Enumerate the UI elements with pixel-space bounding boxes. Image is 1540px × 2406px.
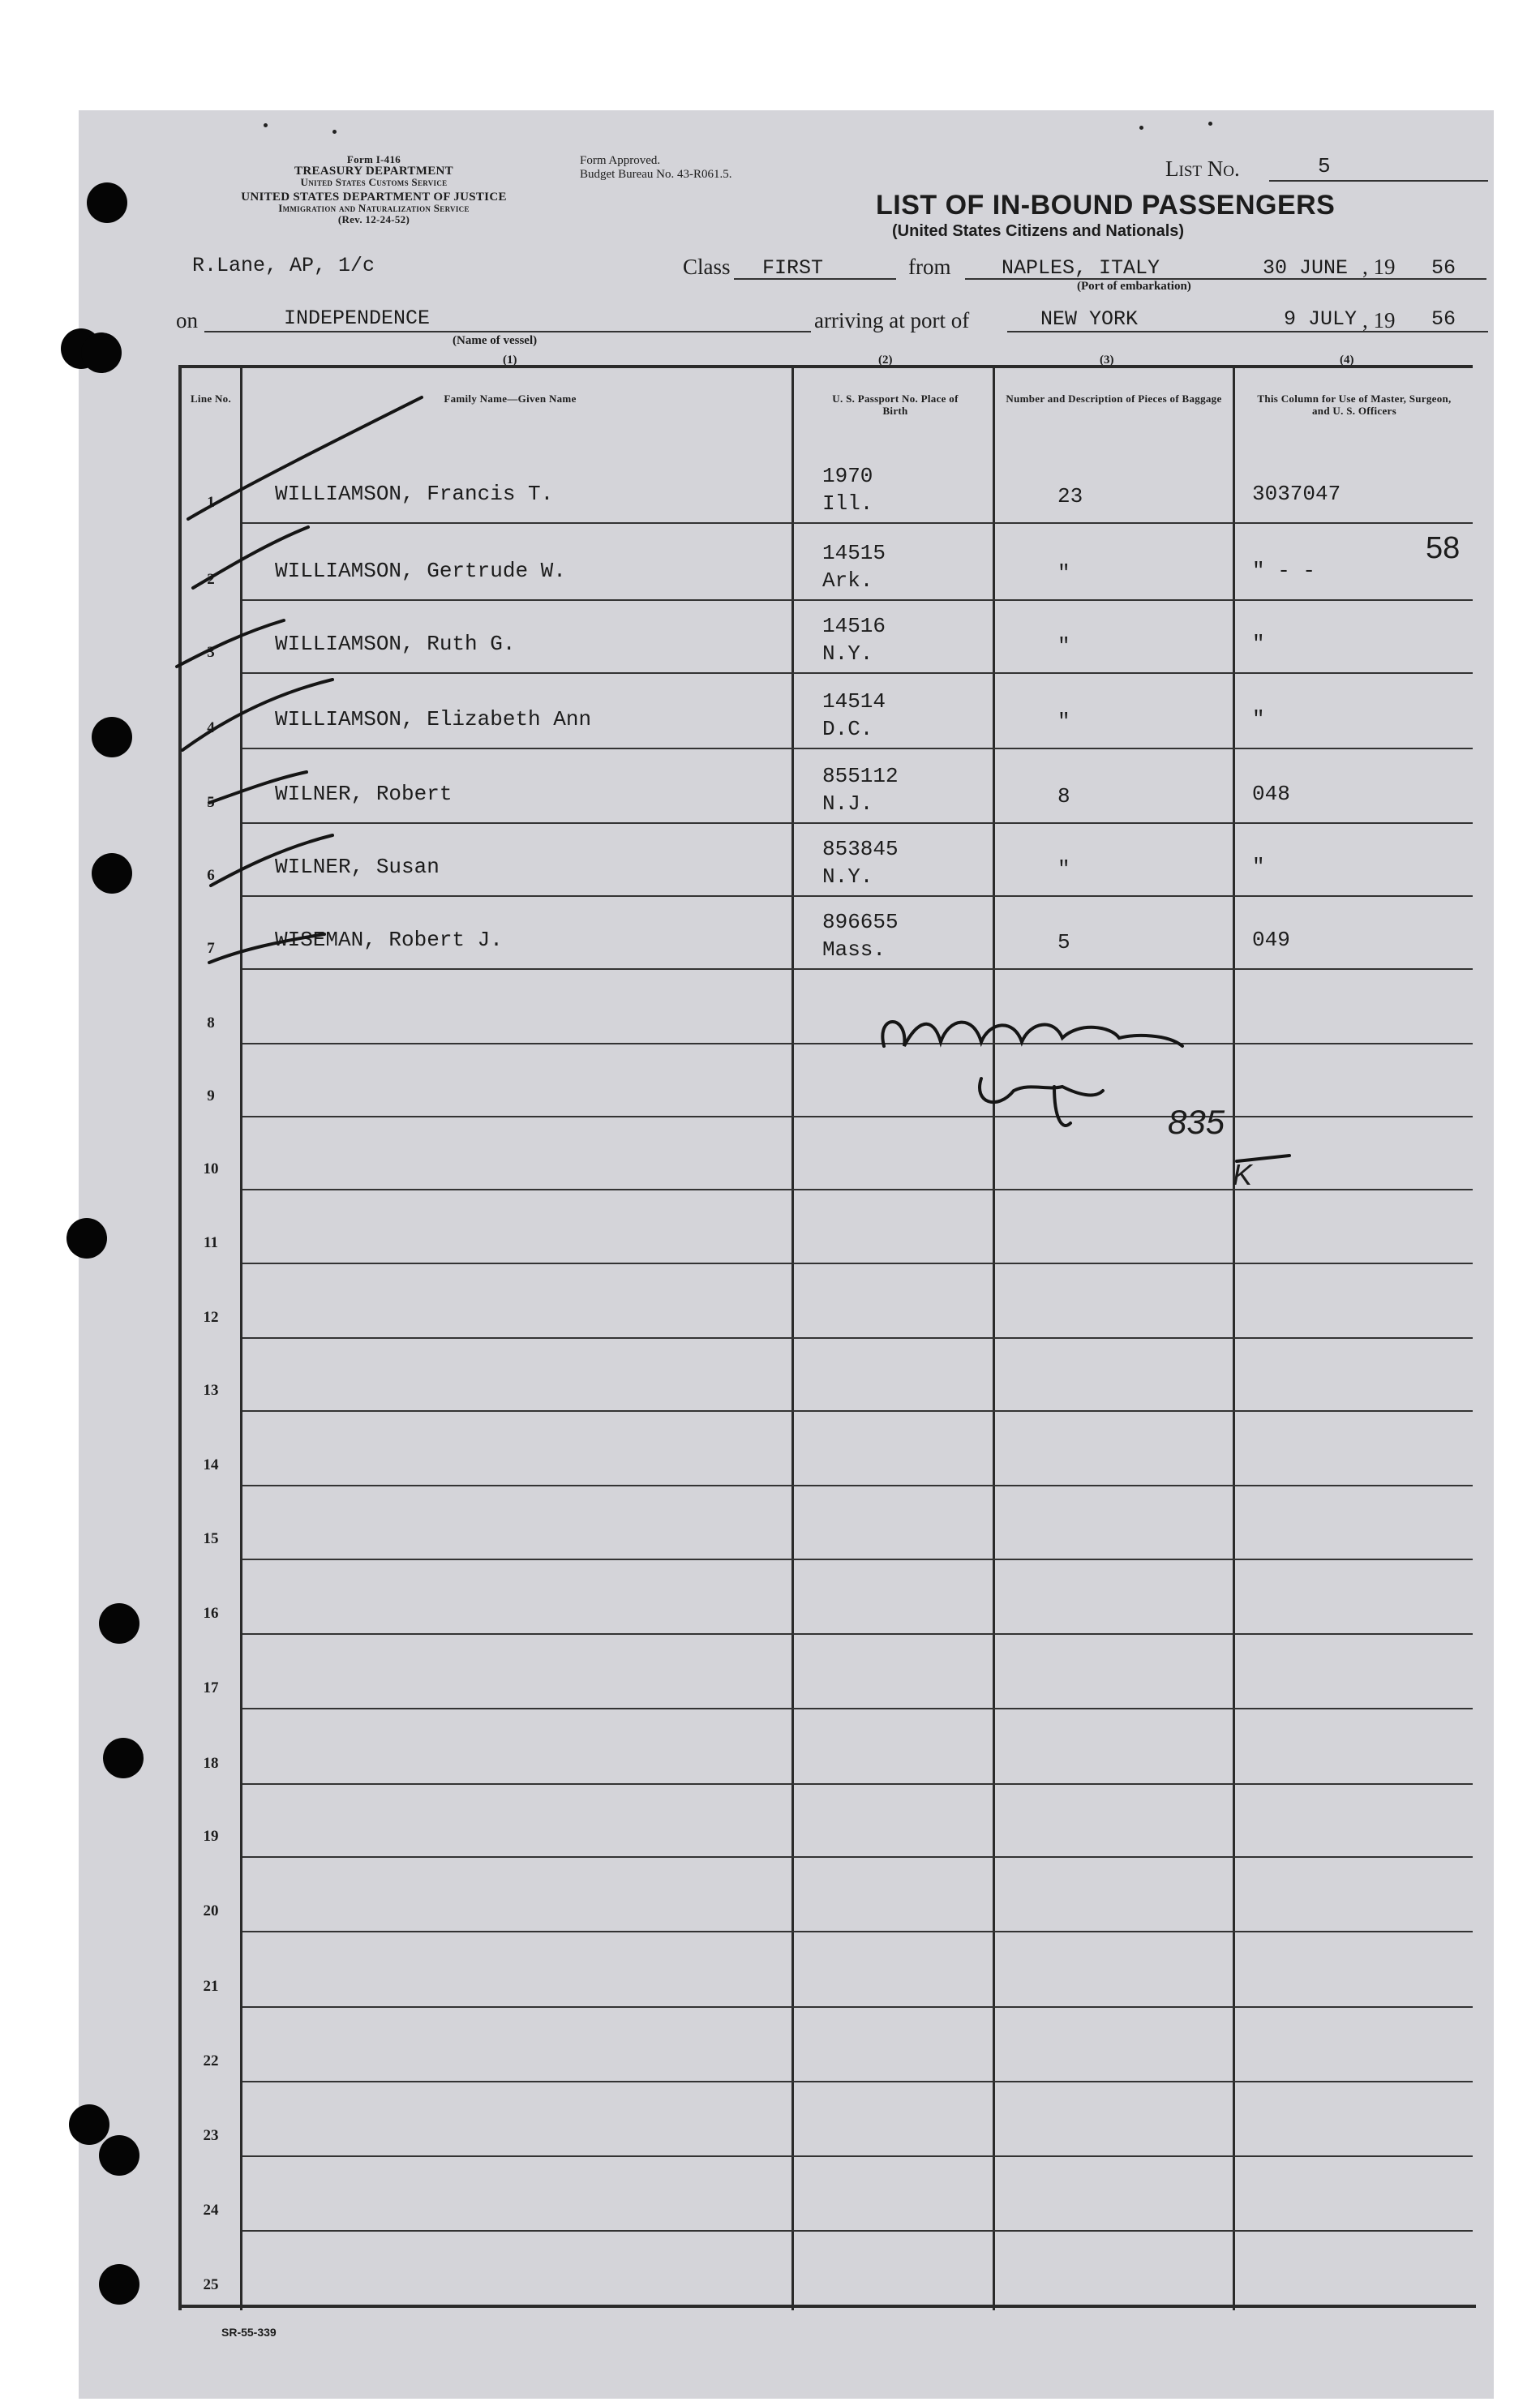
officer-notation: " - - bbox=[1252, 559, 1316, 583]
arrival-underline bbox=[1007, 331, 1488, 332]
line-number: 24 bbox=[203, 2202, 219, 2219]
from-label: from bbox=[908, 255, 951, 279]
speck bbox=[264, 123, 268, 127]
row-rule bbox=[242, 2230, 1473, 2232]
row-rule bbox=[242, 2155, 1473, 2157]
punch-hole bbox=[87, 182, 127, 223]
vessel-underline bbox=[204, 331, 811, 332]
class-label: Class bbox=[683, 255, 731, 279]
row-rule bbox=[242, 1783, 1473, 1785]
line-number: 1 bbox=[207, 494, 215, 511]
from-value: NAPLES, ITALY bbox=[1002, 256, 1160, 280]
officer-notation: 3037047 bbox=[1252, 482, 1341, 506]
ins-service: Immigration and Naturalization Service bbox=[278, 202, 470, 214]
row-rule bbox=[242, 1485, 1473, 1486]
row-rule bbox=[242, 522, 1473, 524]
approval-line-2: Budget Bureau No. 43-R061.5. bbox=[580, 168, 732, 181]
line-number: 2 bbox=[207, 571, 215, 588]
fraction-denominator: K bbox=[1233, 1158, 1253, 1191]
officer-notation: 049 bbox=[1252, 928, 1290, 952]
punch-hole bbox=[103, 1738, 144, 1778]
line-number: 25 bbox=[203, 2276, 219, 2293]
line-number: 11 bbox=[204, 1234, 218, 1251]
header-name: Family Name—Given Name bbox=[444, 392, 577, 405]
line-number: 16 bbox=[203, 1605, 219, 1622]
speck bbox=[1208, 122, 1212, 126]
passport-number: 896655 bbox=[822, 910, 899, 934]
officer-notation: " bbox=[1252, 707, 1265, 731]
baggage-count: " bbox=[1057, 857, 1070, 881]
row-rule bbox=[242, 895, 1473, 897]
officer-notation: 048 bbox=[1252, 782, 1290, 806]
row-rule bbox=[242, 822, 1473, 824]
port-caption: (Port of embarkation) bbox=[1077, 280, 1191, 293]
passport-number: 855112 bbox=[822, 764, 899, 788]
place-of-birth: Ark. bbox=[822, 568, 873, 593]
line-number: 13 bbox=[203, 1382, 219, 1399]
line-number: 3 bbox=[207, 644, 215, 661]
row-rule bbox=[242, 748, 1473, 749]
fraction-numerator: 835 bbox=[1168, 1103, 1225, 1141]
treasury-dept: TREASURY DEPARTMENT bbox=[294, 165, 453, 178]
column-number-4: (4) bbox=[1340, 354, 1354, 367]
passport-number: 14516 bbox=[822, 614, 886, 638]
list-no-value: 5 bbox=[1318, 154, 1331, 178]
column-number-3: (3) bbox=[1100, 354, 1114, 367]
speck bbox=[332, 130, 337, 134]
column-number-2: (2) bbox=[878, 354, 893, 367]
line-number: 22 bbox=[203, 2052, 219, 2069]
passport-number: 1970 bbox=[822, 464, 873, 488]
line-number: 17 bbox=[203, 1679, 219, 1696]
row-rule bbox=[242, 968, 1473, 970]
column-divider bbox=[791, 368, 794, 2310]
passenger-table bbox=[178, 365, 1473, 2310]
row-rule bbox=[242, 1337, 1473, 1339]
margin-number: 58 bbox=[1426, 531, 1461, 565]
passenger-name: WILNER, Susan bbox=[275, 855, 440, 879]
passenger-name: WILNER, Robert bbox=[275, 782, 453, 806]
on-label: on bbox=[176, 308, 198, 332]
departure-year: 56 bbox=[1431, 256, 1456, 280]
row-rule bbox=[242, 1410, 1473, 1412]
column-divider bbox=[993, 368, 995, 2310]
punch-hole bbox=[92, 717, 132, 757]
header-officers: This Column for Use of Master, Surgeon, and U. S. Officers bbox=[1257, 392, 1452, 417]
header-passport: U. S. Passport No. Place of Birth bbox=[832, 392, 959, 417]
officer-notation: " bbox=[1252, 632, 1265, 656]
baggage-count: 23 bbox=[1057, 484, 1083, 508]
punch-hole bbox=[92, 853, 132, 894]
passport-number: 14514 bbox=[822, 689, 886, 714]
punch-hole bbox=[66, 1218, 107, 1259]
place-of-birth: D.C. bbox=[822, 717, 873, 741]
place-of-birth: Mass. bbox=[822, 937, 886, 962]
departure-year-prefix: , 19 bbox=[1362, 255, 1396, 279]
baggage-count: 8 bbox=[1057, 784, 1070, 808]
row-rule bbox=[242, 1116, 1473, 1117]
revision: (Rev. 12-24-52) bbox=[337, 213, 410, 225]
line-number: 5 bbox=[207, 794, 215, 811]
line-number: 20 bbox=[203, 1902, 219, 1919]
column-divider bbox=[1233, 368, 1235, 2310]
line-number: 6 bbox=[207, 867, 215, 884]
passenger-name: WISEMAN, Robert J. bbox=[275, 928, 503, 952]
line-number: 8 bbox=[207, 1014, 215, 1031]
row-rule bbox=[242, 672, 1473, 674]
passenger-name: WILLIAMSON, Ruth G. bbox=[275, 632, 516, 656]
baggage-count: " bbox=[1057, 710, 1070, 734]
class-value: FIRST bbox=[762, 256, 824, 280]
clerk-initials: R.Lane, AP, 1/c bbox=[192, 254, 375, 277]
punch-hole bbox=[99, 1603, 139, 1644]
punch-hole bbox=[99, 2264, 139, 2305]
row-rule bbox=[242, 1633, 1473, 1635]
passenger-name: WILLIAMSON, Francis T. bbox=[275, 482, 554, 506]
line-number: 10 bbox=[203, 1160, 219, 1177]
vessel-caption: (Name of vessel) bbox=[453, 334, 538, 347]
line-number: 18 bbox=[203, 1755, 219, 1772]
vessel-name: INDEPENDENCE bbox=[284, 307, 431, 330]
baggage-count: 5 bbox=[1057, 930, 1070, 954]
form-title: LIST OF IN-BOUND PASSENGERS bbox=[876, 190, 1336, 221]
justice-dept: UNITED STATES DEPARTMENT OF JUSTICE bbox=[241, 191, 507, 204]
punch-hole bbox=[99, 2135, 139, 2176]
header-line-no: Line No. bbox=[190, 392, 232, 405]
approval-line-1: Form Approved. bbox=[580, 154, 661, 167]
line-number: 14 bbox=[203, 1456, 219, 1473]
row-rule bbox=[242, 599, 1473, 601]
row-rule bbox=[242, 1931, 1473, 1932]
line-number: 12 bbox=[203, 1309, 219, 1326]
list-no-underline bbox=[1269, 180, 1488, 182]
passenger-name: WILLIAMSON, Gertrude W. bbox=[275, 559, 566, 583]
officer-notation: " bbox=[1252, 855, 1265, 879]
place-of-birth: N.Y. bbox=[822, 641, 873, 666]
place-of-birth: N.J. bbox=[822, 791, 873, 816]
passenger-name: WILLIAMSON, Elizabeth Ann bbox=[275, 707, 592, 731]
table-bottom-border bbox=[178, 2305, 1476, 2308]
row-rule bbox=[242, 1263, 1473, 1264]
passport-number: 14515 bbox=[822, 541, 886, 565]
row-rule bbox=[242, 1708, 1473, 1709]
row-rule bbox=[242, 2081, 1473, 2082]
column-number-1: (1) bbox=[503, 354, 517, 367]
arrival-year: 56 bbox=[1431, 307, 1456, 331]
arrival-date: 9 JULY bbox=[1284, 307, 1358, 331]
row-rule bbox=[242, 2006, 1473, 2008]
place-of-birth: N.Y. bbox=[822, 864, 873, 889]
form-code: SR-55-339 bbox=[221, 2326, 277, 2339]
line-number: 21 bbox=[203, 1978, 219, 1995]
form-subtitle: (United States Citizens and Nationals) bbox=[892, 222, 1185, 240]
punch-hole bbox=[81, 332, 122, 373]
row-rule bbox=[242, 1043, 1473, 1044]
list-no-label: List No. bbox=[1165, 157, 1240, 181]
speck bbox=[1139, 126, 1143, 130]
form-approval bbox=[580, 154, 731, 182]
departure-date: 30 JUNE bbox=[1263, 256, 1349, 280]
line-number: 19 bbox=[203, 1828, 219, 1845]
header-baggage: Number and Description of Pieces of Baggage bbox=[1006, 392, 1222, 405]
customs-service: United States Customs Service bbox=[300, 176, 448, 188]
form-number: Form I-416 bbox=[346, 153, 401, 165]
passport-number: 853845 bbox=[822, 837, 899, 861]
row-rule bbox=[242, 1559, 1473, 1560]
arriving-label: arriving at port of bbox=[814, 308, 970, 332]
column-divider bbox=[240, 368, 242, 2310]
baggage-count: " bbox=[1057, 634, 1070, 658]
arrival-year-prefix: , 19 bbox=[1362, 308, 1396, 332]
line-number: 9 bbox=[207, 1087, 215, 1104]
arrival-port: NEW YORK bbox=[1040, 307, 1139, 331]
baggage-count: " bbox=[1057, 561, 1070, 585]
row-rule bbox=[242, 1856, 1473, 1858]
row-rule bbox=[242, 1189, 1473, 1190]
place-of-birth: Ill. bbox=[822, 491, 873, 516]
line-number: 23 bbox=[203, 2127, 219, 2144]
line-number: 15 bbox=[203, 1530, 219, 1547]
line-number: 7 bbox=[207, 940, 215, 957]
punch-hole bbox=[69, 2104, 109, 2145]
line-number: 4 bbox=[207, 719, 215, 736]
form-agency-block bbox=[183, 154, 564, 225]
